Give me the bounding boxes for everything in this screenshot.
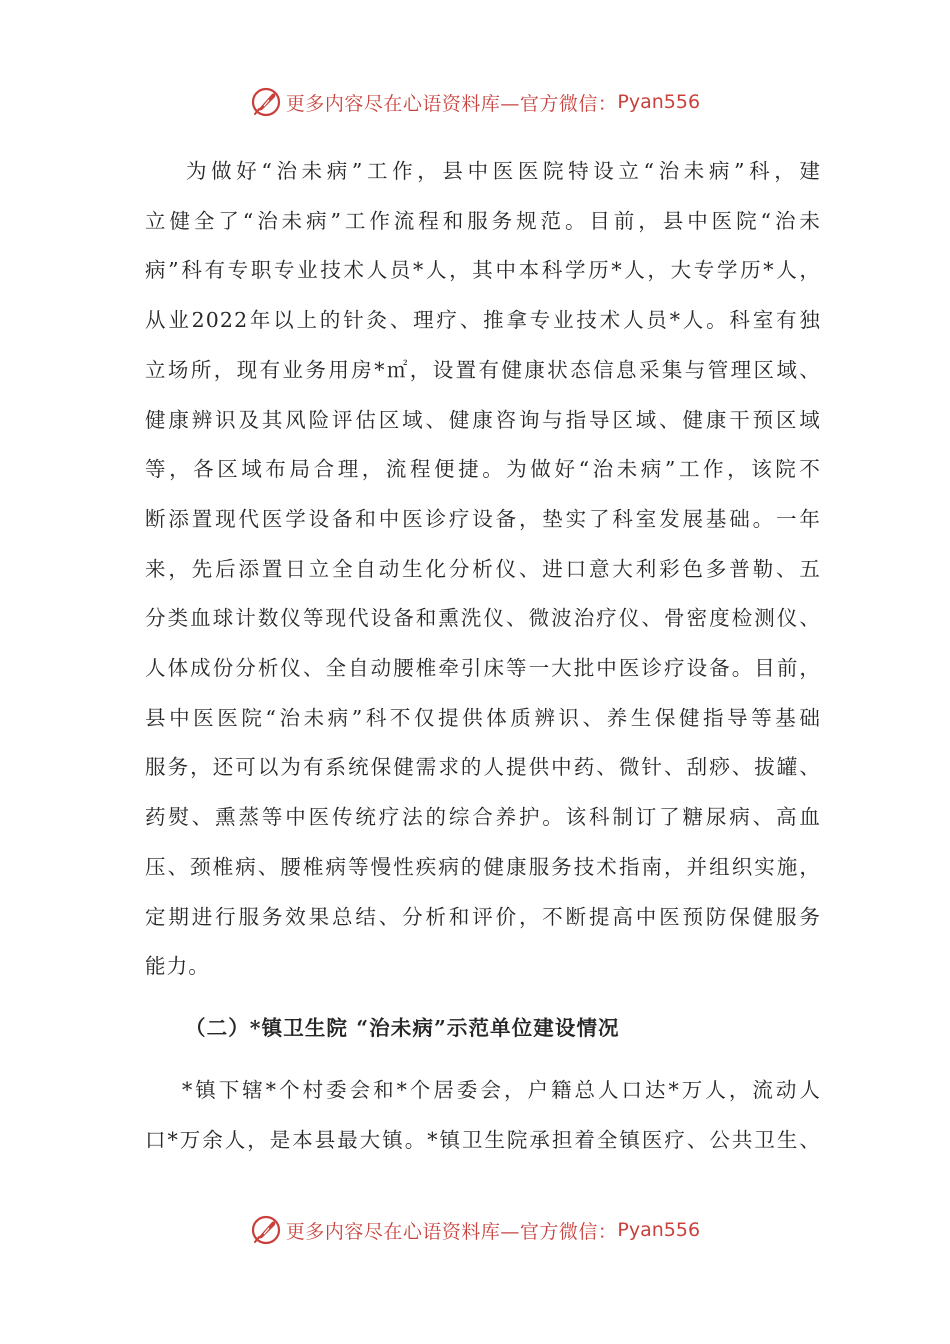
banner-text: 更多内容尽在心语资料库—官方微信： [285,1220,618,1243]
paragraph-1 [145,147,821,992]
banner-text: 更多内容尽在心语资料库—官方微信： [285,92,618,115]
footer-banner [0,1210,950,1250]
paragraph-line: 断添置现代医学设备和中医诊疗设备，垫实了科室发展基础。一年 [145,506,821,531]
paragraph-line: 分类血球计数仪等现代设备和熏洗仪、微波治疗仪、骨密度检测仪、 [145,606,821,631]
paragraph-2 [145,1066,821,1165]
quill-pen-logo-icon [250,86,282,118]
paragraph-line: 压、颈椎病、腰椎病等慢性疾病的健康服务技术指南，并组织实施， [145,854,821,879]
paragraph-line: 立健全了“治未病”工作流程和服务规范。目前，县中医院“治未 [145,208,821,233]
paragraph-line: 服务，还可以为有系统保健需求的人提供中药、微针、刮痧、拔罐、 [145,755,821,780]
paragraph-line: 药熨、熏蒸等中医传统疗法的综合养护。该科制订了糖尿病、高血 [145,805,821,830]
paragraph-line: 健康辨识及其风险评估区域、健康咨询与指导区域、健康干预区域 [145,407,821,432]
header-banner [0,82,950,122]
paragraph-line: 来，先后添置日立全自动生化分析仪、进口意大利彩色多普勒、五 [145,556,821,581]
paragraph-line: 口*万余人，是本县最大镇。*镇卫生院承担着全镇医疗、公共卫生、 [145,1127,821,1152]
banner-wechat-id: Pyan556 [617,1219,701,1241]
paragraph-line: 县中医医院“治未病”科不仅提供体质辨识、养生保健指导等基础 [145,705,821,730]
paragraph-line: 从业2022年以上的针灸、理疗、推拿专业技术人员*人。科室有独 [145,308,821,333]
section-heading: （二）*镇卫生院 “治未病”示范单位建设情况 [185,1016,620,1040]
paragraph-line: 能力。 [145,954,210,979]
paragraph-line: 等，各区域布局合理，流程便捷。为做好“治未病”工作，该院不 [145,457,821,482]
banner-wechat-id: Pyan556 [617,91,701,113]
paragraph-line: 立场所，现有业务用房*㎡，设置有健康状态信息采集与管理区域、 [145,357,821,382]
paragraph-line: 病”科有专职专业技术人员*人，其中本科学历*人，大专学历*人， [145,258,821,283]
paragraph-line: 为做好“治未病”工作，县中医医院特设立“治未病”科，建 [186,159,821,183]
paragraph-line: *镇下辖*个村委会和*个居委会，户籍总人口达*万人，流动人 [182,1078,821,1102]
paragraph-line: 定期进行服务效果总结、分析和评价，不断提高中医预防保健服务 [145,904,821,929]
quill-pen-logo-icon [250,1214,282,1246]
paragraph-line: 人体成份分析仪、全自动腰椎牵引床等一大批中医诊疗设备。目前， [145,656,821,681]
